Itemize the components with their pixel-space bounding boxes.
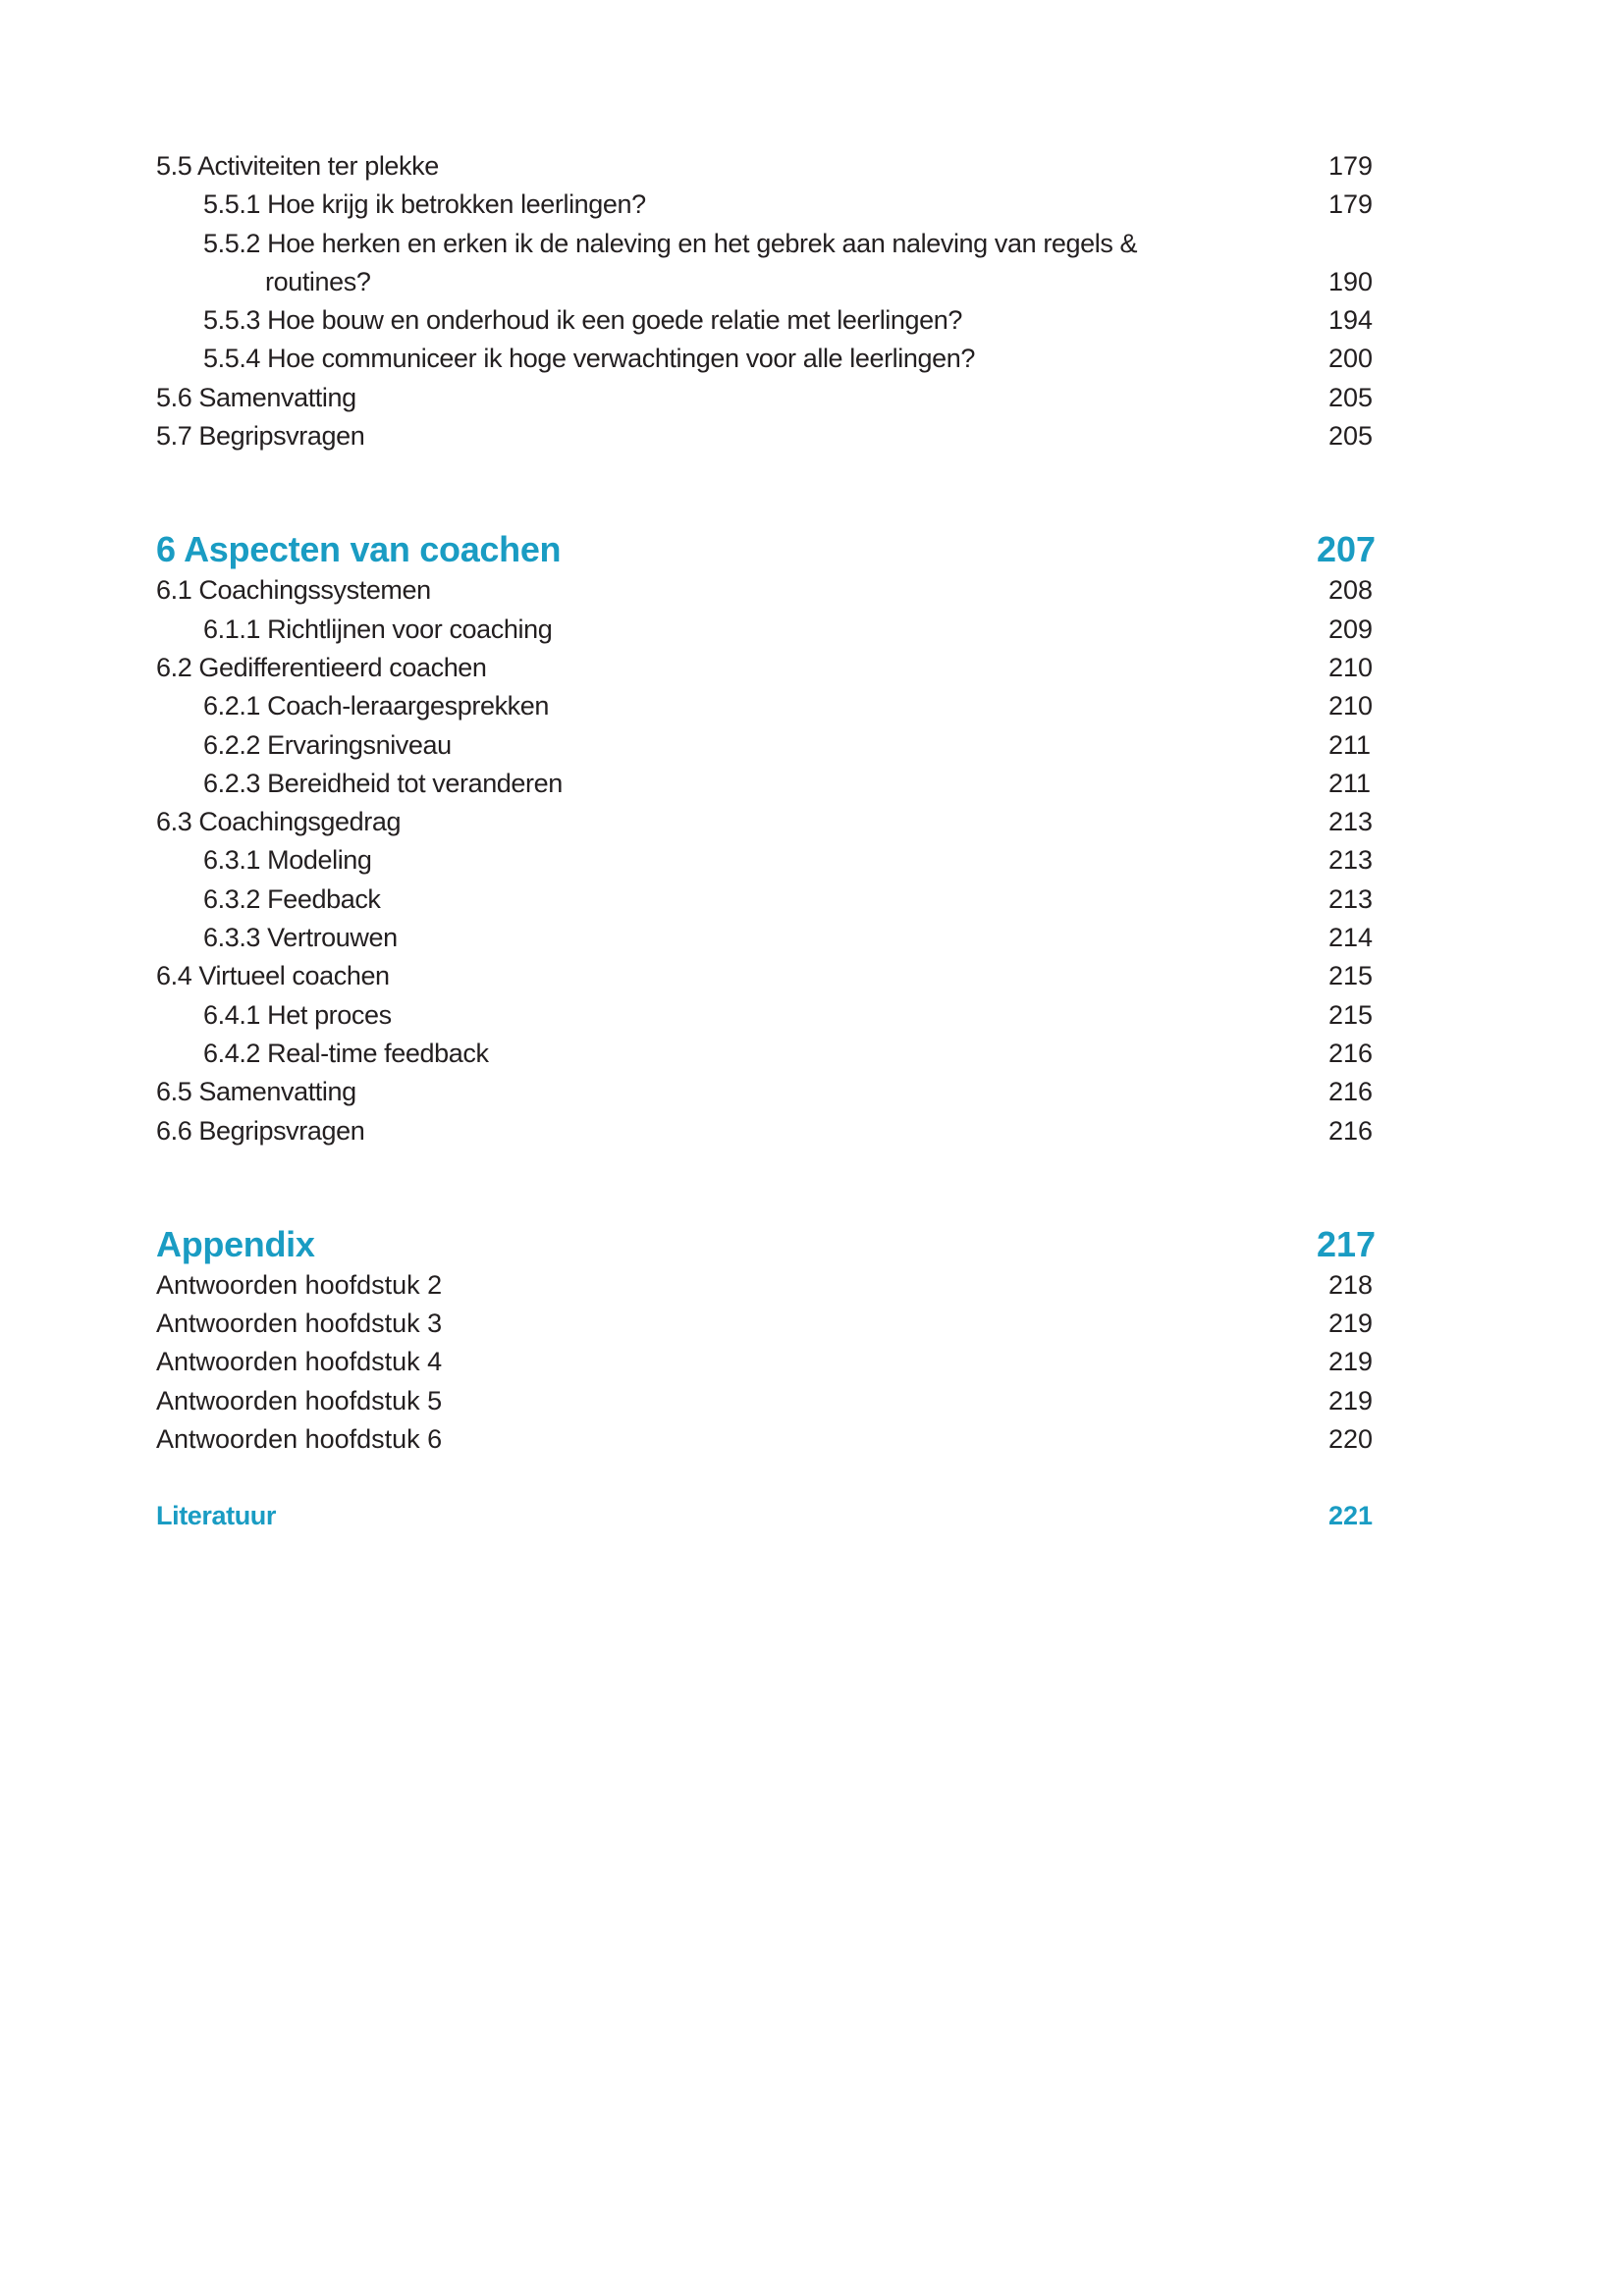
toc-entry-page: 216 <box>1328 1038 1374 1068</box>
appendix-heading[interactable] <box>156 1223 1383 1266</box>
toc-entry-page: 210 <box>1328 652 1374 682</box>
toc-entry-label: 5.6 Samenvatting <box>156 382 356 412</box>
toc-entry-label: 6.2.3 Bereidheid tot veranderen <box>203 768 563 798</box>
toc-entry-label: 6.1 Coachingssystemen <box>156 575 431 606</box>
toc-entry-label: Antwoorden hoofdstuk 6 <box>156 1424 443 1455</box>
toc-entry-label: 6.4.1 Het proces <box>203 999 392 1030</box>
toc-entry-page: 219 <box>1328 1308 1374 1339</box>
toc-entry[interactable] <box>156 1305 1383 1343</box>
toc-entry-label: 5.7 Begripsvragen <box>156 421 365 452</box>
toc-entry-page: 179 <box>1328 151 1374 181</box>
toc-entry[interactable] <box>156 611 1383 649</box>
toc-entry-page: 215 <box>1328 961 1374 991</box>
toc-entry[interactable] <box>156 571 1383 610</box>
toc-entry[interactable] <box>156 1343 1383 1381</box>
toc-entry-page: 219 <box>1328 1385 1374 1415</box>
toc-entry-page: 213 <box>1328 845 1374 876</box>
toc-entry-page: 213 <box>1328 883 1374 914</box>
toc-entry[interactable] <box>156 225 1383 302</box>
appendix-title: Appendix <box>156 1223 315 1264</box>
toc-entry[interactable] <box>156 1420 1383 1459</box>
toc-entry[interactable] <box>156 379 1383 417</box>
toc-entry[interactable] <box>156 996 1383 1035</box>
section-5-continuation <box>156 147 1383 455</box>
toc-entry-label: Antwoorden hoofdstuk 2 <box>156 1269 443 1300</box>
toc-entry[interactable] <box>156 919 1383 957</box>
toc-entry-page: 205 <box>1328 421 1374 452</box>
toc-entry-label: 5.5.3 Hoe bouw en onderhoud ik een goede relatie met leerlingen? <box>203 305 962 336</box>
toc-entry-page: 210 <box>1328 691 1374 721</box>
toc-entry[interactable] <box>156 417 1383 455</box>
toc-entry[interactable] <box>156 649 1383 687</box>
toc-entry-label: 5.5 Activiteiten ter plekke <box>156 151 439 181</box>
toc-entry[interactable] <box>156 1112 1383 1150</box>
toc-entry-label: Antwoorden hoofdstuk 4 <box>156 1347 443 1377</box>
toc-entry-page: 215 <box>1328 999 1374 1030</box>
toc-entry-page: 179 <box>1328 189 1374 220</box>
toc-entry-page: 214 <box>1328 923 1374 953</box>
toc-entry[interactable] <box>156 147 1383 186</box>
toc-entry-label: 6.3 Coachingsgedrag <box>156 807 402 837</box>
toc-entry-label: Antwoorden hoofdstuk 5 <box>156 1385 443 1415</box>
toc-entry-label: 6.5 Samenvatting <box>156 1077 356 1107</box>
toc-entry-label: 6.2 Gedifferentieerd coachen <box>156 652 487 682</box>
toc-entry-label: 5.5.4 Hoe communiceer ik hoge verwachtingen voor alle leerlingen? <box>203 344 975 374</box>
toc-entry-label: 5.5.1 Hoe krijg ik betrokken leerlingen? <box>203 189 646 220</box>
toc-entry-label: 6.3.1 Modeling <box>203 845 372 876</box>
toc-entry[interactable] <box>156 765 1383 803</box>
chapter-page: 207 <box>1317 529 1377 570</box>
toc-entry-page: 205 <box>1328 382 1374 412</box>
toc-entry-page: 200 <box>1328 344 1374 374</box>
toc-entry-label: Antwoorden hoofdstuk 3 <box>156 1308 443 1339</box>
appendix <box>156 1223 1383 1459</box>
table-of-contents <box>156 147 1383 1535</box>
toc-entry-page: 194 <box>1328 305 1374 336</box>
toc-entry-label-line2: routines? <box>265 266 371 296</box>
toc-entry-label: 6.4.2 Real-time feedback <box>203 1038 489 1068</box>
toc-entry-page: 213 <box>1328 807 1374 837</box>
toc-entry[interactable] <box>156 803 1383 841</box>
toc-entry-label <box>156 225 1383 302</box>
toc-entry[interactable] <box>156 687 1383 725</box>
toc-entry-page: 219 <box>1328 1347 1374 1377</box>
toc-entry-page: 209 <box>1328 614 1374 644</box>
toc-entry[interactable] <box>156 301 1383 340</box>
toc-entry-label: 6.3.3 Vertrouwen <box>203 923 398 953</box>
toc-entry-page: 211 <box>1328 729 1372 760</box>
appendix-page: 217 <box>1317 1223 1377 1264</box>
toc-entry[interactable] <box>156 881 1383 919</box>
toc-entry[interactable] <box>156 726 1383 765</box>
chapter-6 <box>156 528 1383 1149</box>
toc-entry-page: 190 <box>1328 266 1374 296</box>
toc-entry-label: 6.2.2 Ervaringsniveau <box>203 729 452 760</box>
toc-entry-label: 6.2.1 Coach-leraargesprekken <box>203 691 550 721</box>
toc-entry[interactable] <box>156 340 1383 378</box>
toc-entry-page: 216 <box>1328 1077 1374 1107</box>
toc-entry-page: 208 <box>1328 575 1374 606</box>
literature-title: Literatuur <box>156 1501 277 1531</box>
toc-entry-page: 218 <box>1328 1269 1374 1300</box>
chapter-title: 6 Aspecten van coachen <box>156 529 562 570</box>
toc-entry[interactable] <box>156 1073 1383 1111</box>
toc-entry[interactable] <box>156 957 1383 995</box>
toc-entry[interactable] <box>156 1382 1383 1420</box>
toc-entry-page: 216 <box>1328 1115 1374 1146</box>
toc-entry-label: 6.1.1 Richtlijnen voor coaching <box>203 614 553 644</box>
toc-entry-label: 6.6 Begripsvragen <box>156 1115 365 1146</box>
literature-page: 221 <box>1328 1501 1374 1531</box>
toc-entry[interactable] <box>156 1266 1383 1305</box>
toc-entry-label: 6.4 Virtueel coachen <box>156 961 390 991</box>
toc-entry-label-line1: 5.5.2 Hoe herken en erken ik de naleving en het gebrek aan naleving van regels & <box>203 228 1138 258</box>
toc-entry-page: 211 <box>1328 768 1372 798</box>
toc-entry[interactable] <box>156 186 1383 224</box>
toc-entry[interactable] <box>156 1035 1383 1073</box>
toc-entry-page: 220 <box>1328 1424 1374 1455</box>
toc-entry[interactable] <box>156 841 1383 880</box>
chapter-heading[interactable] <box>156 528 1383 571</box>
literature-heading[interactable] <box>156 1496 1383 1535</box>
toc-entry-label: 6.3.2 Feedback <box>203 883 381 914</box>
